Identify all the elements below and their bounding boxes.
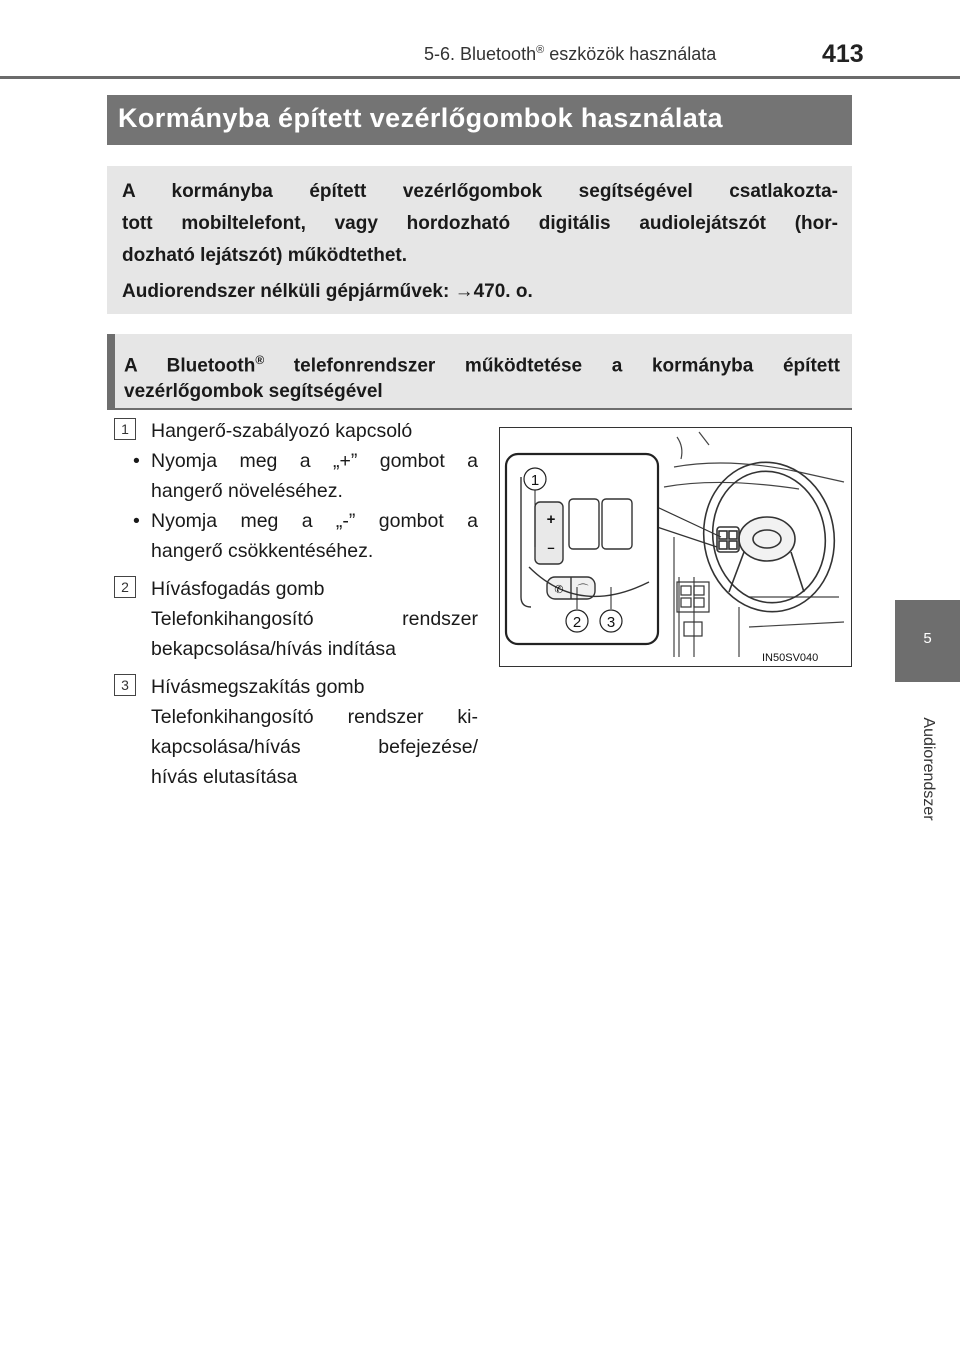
page-title: Kormányba épített vezérlőgombok használata (118, 103, 723, 133)
intro-line: dozható lejátszót) működtethet. (122, 245, 407, 266)
subsection-divider (107, 408, 852, 410)
item-number-1: 1 (114, 418, 136, 440)
item-desc-line: Telefonkihangosító rendszer (151, 608, 478, 630)
item-title-3: Hívásmegszakítás gomb (151, 676, 365, 698)
item-desc-line: hívás elutasítása (151, 766, 298, 788)
subsection-title-line2: vezérlőgombok segítségével (124, 381, 383, 402)
call-end-icon: ⌒ (577, 583, 589, 596)
item-desc-line: bekapcsolása/hívás indítása (151, 638, 396, 660)
callout-label-3: 3 (606, 614, 616, 631)
chapter-number: 5 (923, 630, 932, 647)
registered-mark: ® (255, 353, 265, 367)
callout-label-2: 2 (572, 614, 582, 631)
item-title-2: Hívásfogadás gomb (151, 578, 325, 600)
chapter-label: Audiorendszer (920, 717, 937, 821)
bullet-line: Nyomja meg a „+” gombot a (151, 450, 478, 472)
volume-down-label: – (547, 540, 555, 555)
call-answer-icon: ✆ (554, 583, 564, 596)
steering-wheel-switches-illustration (499, 427, 852, 667)
header-section-rest: eszközök használata (544, 44, 717, 64)
callout-label-1: 1 (530, 472, 540, 489)
bullet-icon: • (133, 510, 140, 532)
page-number: 413 (822, 40, 864, 68)
bullet-icon: • (133, 450, 140, 472)
figure-caption: IN50SV040 (762, 652, 819, 664)
registered-mark: ® (536, 44, 545, 56)
bullet-line: hangerő növeléséhez. (151, 480, 343, 502)
volume-up-label: + (546, 511, 556, 528)
intro-line: A kormányba épített vezérlőgombok segítségével csatlakozta- (122, 181, 838, 202)
item-number-3: 3 (114, 674, 136, 696)
subsection-text: A Bluetooth (124, 355, 256, 377)
header-section-name: 5-6. Bluetooth (424, 44, 537, 64)
item-desc-line: Telefonkihangosító rendszer ki- (151, 706, 478, 728)
bullet-line: hangerő csökkentéséhez. (151, 540, 374, 562)
item-title-1: Hangerő-szabályozó kapcsoló (151, 420, 413, 442)
item-number-2: 2 (114, 576, 136, 598)
item-desc-line: kapcsolása/hívás befejezése/ (151, 736, 478, 758)
subsection-accent (107, 334, 115, 410)
bullet-line: Nyomja meg a „-” gombot a (151, 510, 478, 532)
subsection-text: telefonrendszer működtetése a kormányba épített (264, 355, 840, 377)
intro-line: tott mobiltelefont, vagy hordozható digitális audiolejátszót (hor- (122, 213, 838, 234)
header-divider (0, 76, 960, 79)
header-section-title (424, 44, 716, 65)
intro-note: Audiorendszer nélküli gépjárművek: →470. o. (122, 281, 533, 302)
